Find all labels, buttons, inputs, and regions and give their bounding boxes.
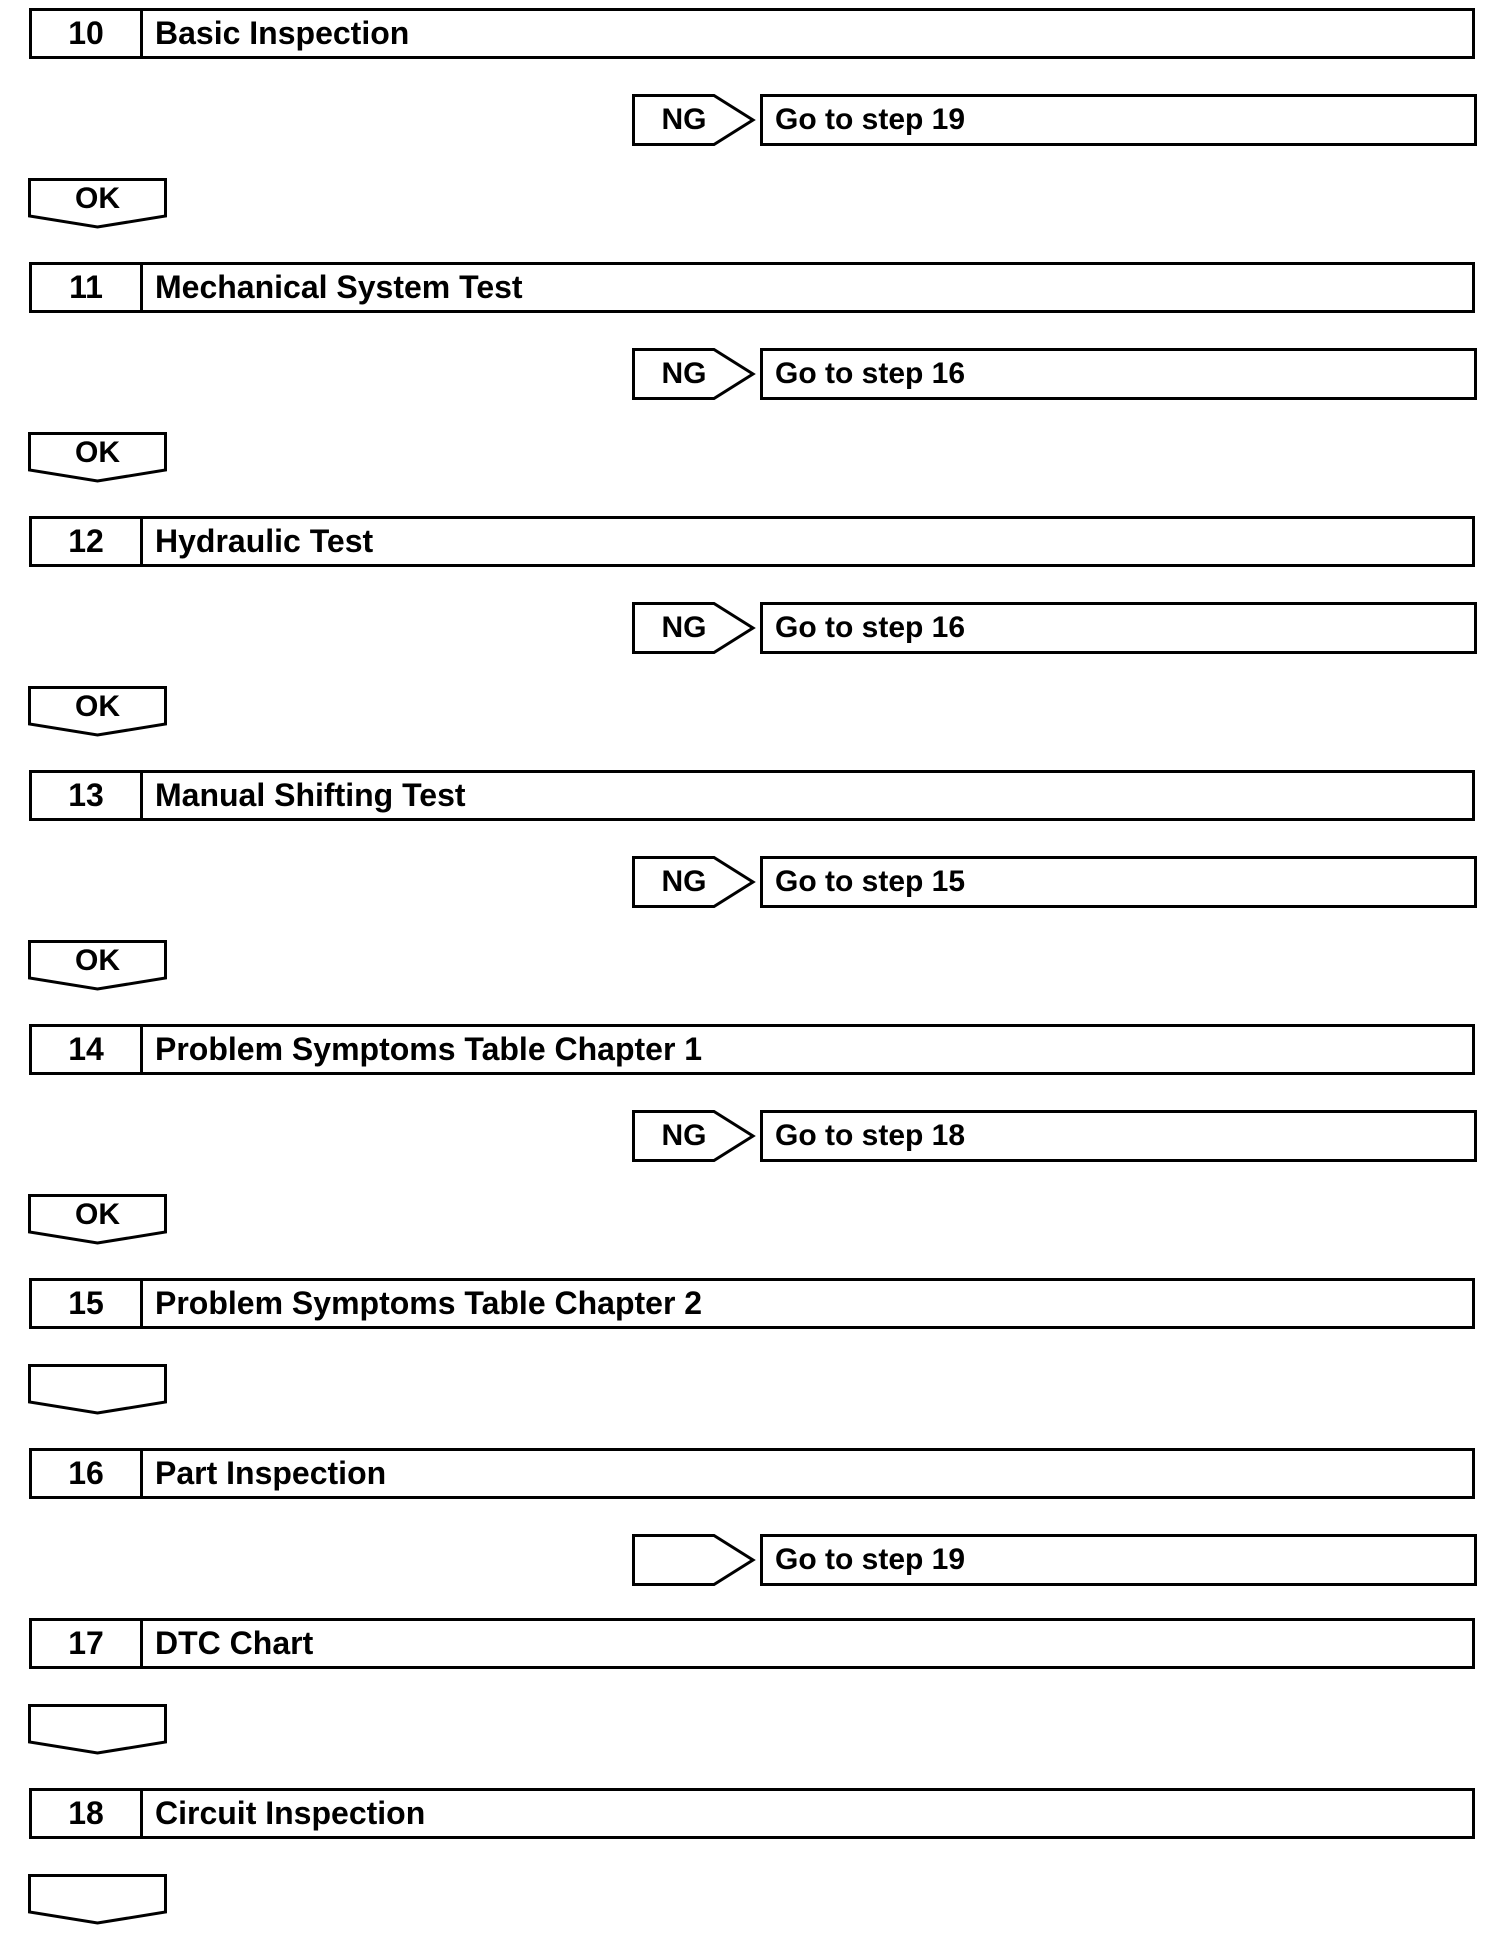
connector-label bbox=[28, 1366, 167, 1404]
step-title: Mechanical System Test bbox=[155, 269, 523, 305]
go-to-step-box: Go to step 16 bbox=[760, 602, 1477, 654]
ng-branch-step-14 bbox=[632, 1110, 1477, 1162]
step-box-18 bbox=[29, 1788, 1475, 1839]
ok-connector bbox=[28, 940, 167, 992]
step-box-14 bbox=[29, 1024, 1475, 1075]
step-title: Problem Symptoms Table Chapter 1 bbox=[155, 1031, 703, 1067]
go-to-step-box: Go to step 19 bbox=[760, 94, 1477, 146]
ok-connector bbox=[28, 1194, 167, 1246]
ng-branch-step-11 bbox=[632, 348, 1477, 400]
ng-label: NG bbox=[661, 865, 707, 898]
ng-label: NG bbox=[661, 611, 707, 644]
step-title: DTC Chart bbox=[155, 1625, 314, 1661]
step-number: 17 bbox=[32, 1621, 143, 1666]
step-number: 18 bbox=[32, 1791, 143, 1836]
connector-label bbox=[28, 1876, 167, 1914]
down-connector bbox=[28, 1704, 167, 1756]
ng-branch-step-13 bbox=[632, 856, 1477, 908]
step-box-17 bbox=[29, 1618, 1475, 1669]
branch-step-16 bbox=[632, 1534, 1477, 1586]
go-to-step-box: Go to step 19 bbox=[760, 1534, 1477, 1586]
ok-label: OK bbox=[75, 1198, 120, 1231]
connector-label bbox=[28, 1706, 167, 1744]
step-number: 12 bbox=[32, 519, 143, 564]
ok-connector bbox=[28, 178, 167, 230]
step-number: 16 bbox=[32, 1451, 143, 1496]
step-box-15 bbox=[29, 1278, 1475, 1329]
ok-label: OK bbox=[75, 944, 120, 977]
ng-branch-step-12 bbox=[632, 602, 1477, 654]
step-title: Basic Inspection bbox=[155, 15, 410, 51]
step-number: 14 bbox=[32, 1027, 143, 1072]
branch-label bbox=[632, 1534, 736, 1586]
step-box-11 bbox=[29, 262, 1475, 313]
go-to-step-box: Go to step 16 bbox=[760, 348, 1477, 400]
ok-label: OK bbox=[75, 182, 120, 215]
step-title: Part Inspection bbox=[155, 1455, 387, 1491]
step-title: Circuit Inspection bbox=[155, 1795, 426, 1831]
down-connector bbox=[28, 1874, 167, 1926]
step-box-13 bbox=[29, 770, 1475, 821]
ok-label: OK bbox=[75, 690, 120, 723]
step-number: 15 bbox=[32, 1281, 143, 1326]
ng-branch-step-10 bbox=[632, 94, 1477, 146]
go-to-step-box: Go to step 15 bbox=[760, 856, 1477, 908]
step-title: Hydraulic Test bbox=[155, 523, 374, 559]
down-connector bbox=[28, 1364, 167, 1416]
step-title: Manual Shifting Test bbox=[155, 777, 466, 813]
ng-label: NG bbox=[661, 103, 707, 136]
ok-connector bbox=[28, 432, 167, 484]
step-title: Problem Symptoms Table Chapter 2 bbox=[155, 1285, 703, 1321]
ok-label: OK bbox=[75, 436, 120, 469]
ng-label: NG bbox=[661, 1119, 707, 1152]
step-number: 10 bbox=[32, 11, 143, 56]
step-box-16 bbox=[29, 1448, 1475, 1499]
step-number: 11 bbox=[32, 265, 143, 310]
ng-label: NG bbox=[661, 357, 707, 390]
ok-connector bbox=[28, 686, 167, 738]
step-number: 13 bbox=[32, 773, 143, 818]
step-box-12 bbox=[29, 516, 1475, 567]
go-to-step-box: Go to step 18 bbox=[760, 1110, 1477, 1162]
step-box-10 bbox=[29, 8, 1475, 59]
